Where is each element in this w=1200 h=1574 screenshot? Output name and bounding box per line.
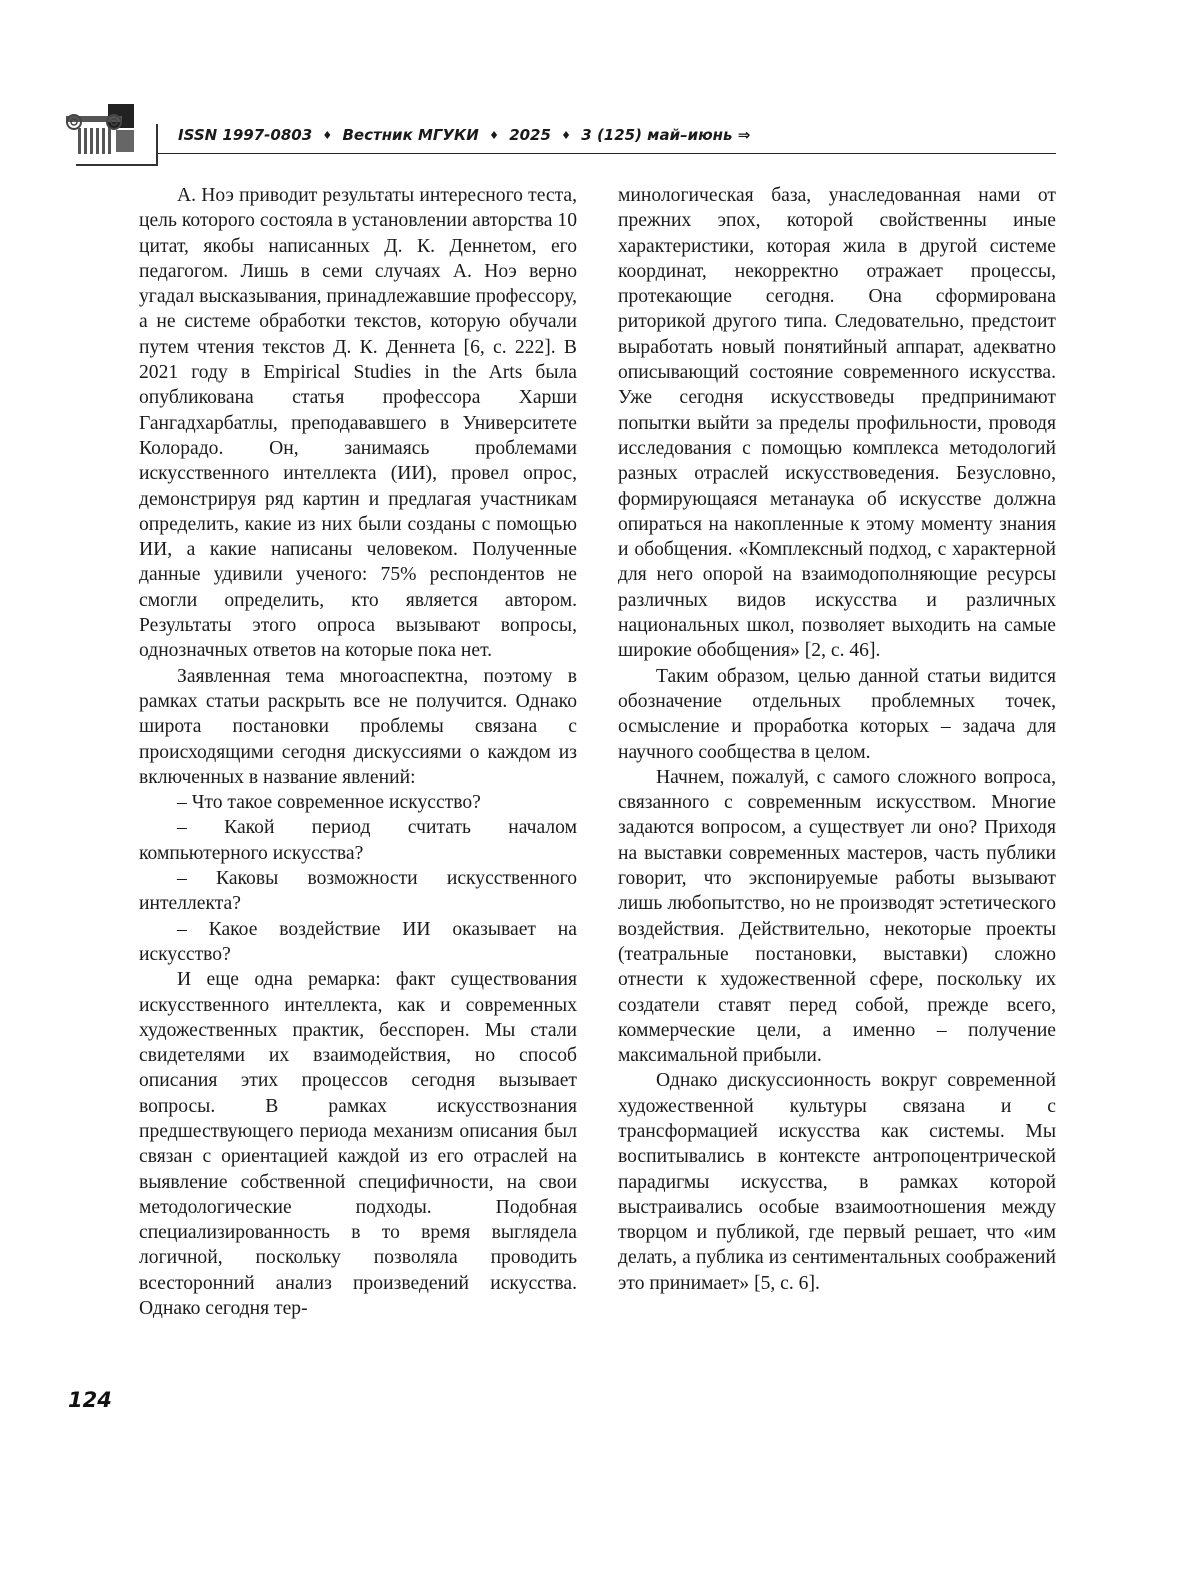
- question-item: – Что такое современное искусство?: [177, 792, 481, 814]
- header-rule: [158, 153, 1056, 154]
- header-journal: Вестник МГУКИ: [342, 126, 479, 144]
- diamond-separator-icon: ♦: [322, 129, 333, 142]
- paragraph: Заявленная тема многоаспектна, поэтому в рамках статьи раскрыть все не получится. Однако широта постановки проблемы связана с происходящими сегодня дискуссиями о каждом из включенных в название явлений:: [139, 665, 577, 788]
- running-header: [178, 126, 750, 144]
- header-year: 2025: [509, 126, 551, 144]
- paragraph: А. Ноэ приводит результаты интересного теста, цель которого состояла в установлении авторства 10 цитат, якобы написанных Д. К. Деннетом, его педагогом. Лишь в семи случаях А. Ноэ верно угадал высказывания, принадлежавшие профессору, а не системе обработки текстов, которую обучали путем чтения текстов Д. К. Деннета [6, с. 222]. В 2021 году в Empirical Studies in the Arts была опубликована статья профессора Харши Гангадхарбатлы, преподававшего в Университете Колорадо. Он, занимаясь проблемами искусственного интеллекта (ИИ), провел опрос, демонстрируя ряд картин и предлагая участникам определить, какие из них были созданы с помощью ИИ, а какие написаны человеком. Полученные данные удивили ученого: 75% респондентов не смогли определить, кто является автором. Результаты этого опроса вызывают вопросы, однозначных ответов на которые пока нет.: [139, 185, 577, 662]
- arrow-right-icon: ⇒: [737, 126, 751, 144]
- paragraph-continued: минологическая база, унаследованная нами от прежних эпох, которой свойственны иные характеристики, которая жила в другой системе координат, некорректно отражает процессы, протекающие сегодня. Она сформирована риторикой другого типа. Следовательно, предстоит выработать новый понятийный аппарат, адекватно описывающий состояние современного искусства. Уже сегодня искусствоведы предпринимают попытки выйти за пределы профильности, проводя исследования с помощью комплекса методологий разных отраслей искусствоведения. Безусловно, формирующаяся метанаука об искусстве должна опираться на накопленные к этому моменту знания и обобщения. «Комплексный подход, с характерной для него опорой на взаимодополняющие ресурсы различных видов искусства и различных национальных школ, позволяет выходить на самые широкие обобщения» [2, с. 46].: [618, 185, 1056, 662]
- header-issue: 3 (125) май–июнь: [581, 126, 733, 144]
- page-number: 124: [68, 1388, 112, 1412]
- left-column: [139, 183, 577, 1321]
- paragraph: И еще одна ремарка: факт существования искусственного интеллекта, как и современных художественных практик, бесспорен. Мы стали свидетелями их взаимодействия, но способ описания этих процессов сегодня вызывает вопросы. В рамках искусствознания предшествующего периода механизм описания был связан с ориентацией каждой из его отраслей на выявление собственной специфичности, на свои методологические подходы. Подобная специализированность в то время выглядела логичной, поскольку позволяла проводить всесторонний анализ произведений искусства. Однако сегодня тер-: [139, 969, 577, 1320]
- journal-logo-icon: [66, 104, 136, 154]
- diamond-separator-icon: ♦: [561, 129, 572, 142]
- header-frame-horizontal: [76, 164, 158, 166]
- question-item: – Каковы возможности искусственного интеллекта?: [139, 868, 577, 915]
- header-frame-vertical: [156, 124, 158, 164]
- paragraph: Начнем, пожалуй, с самого сложного вопроса, связанного с современным искусством. Многие задаются вопросом, а существует ли оно? Приходя на выставки современных мастеров, часть публики говорит, что экспонируемые работы вызывают лишь любопытство, но не производят эстетического воздействия. Действительно, некоторые проекты (театральные постановки, выставки) сложно отнести к художественной сфере, поскольку их создатели ставят перед собой, прежде всего, коммерческие цели, а именно – получение максимальной прибыли.: [618, 766, 1056, 1067]
- question-item: – Какой период считать началом компьютерного искусства?: [139, 817, 577, 864]
- question-item: – Какое воздействие ИИ оказывает на искусство?: [139, 918, 577, 965]
- header-issn: ISSN 1997-0803: [178, 126, 313, 144]
- right-column: [618, 183, 1056, 1296]
- paragraph: Таким образом, целью данной статьи видится обозначение отдельных проблемных точек, осмысление и проработка которых – задача для научного сообщества в целом.: [618, 665, 1056, 763]
- paragraph: Однако дискуссионность вокруг современной художественной культуры связана и с трансформацией искусства как системы. Мы воспитывались в контексте антропоцентрической парадигмы искусства, в рамках которой выстраивались особые взаимоотношения между творцом и публикой, где первый решает, что «им делать, а публика из сентиментальных соображений это принимает» [5, с. 6].: [618, 1070, 1056, 1294]
- diamond-separator-icon: ♦: [489, 129, 499, 142]
